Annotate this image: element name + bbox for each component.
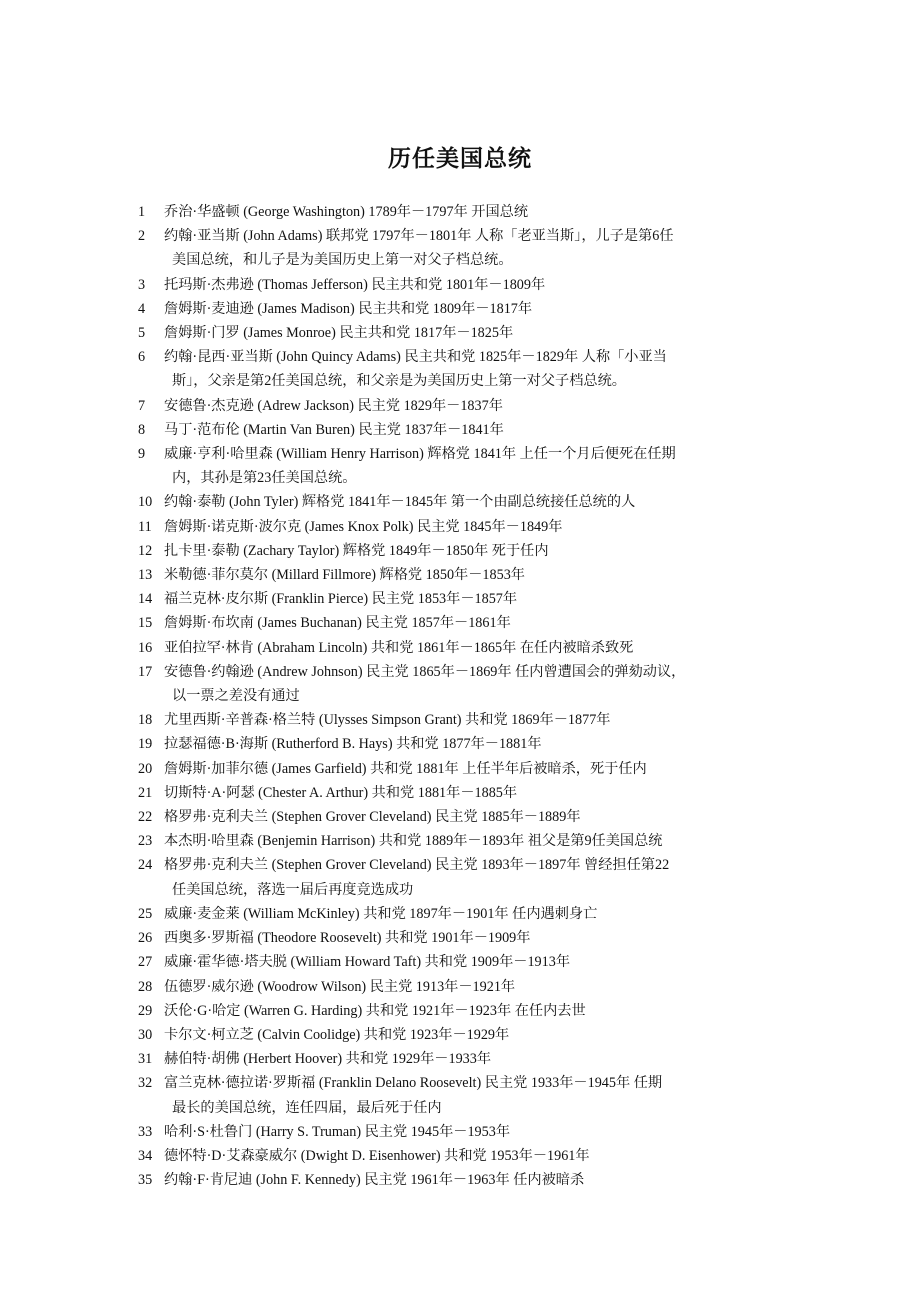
list-item — [138, 224, 788, 248]
item-text: 西奥多·罗斯福 (Theodore Roosevelt) 共和党 1901年－1909年 — [164, 930, 531, 947]
list-item — [138, 1168, 788, 1192]
item-number: 23 — [138, 833, 153, 850]
list-item — [138, 297, 788, 321]
item-text: 切斯特·A·阿瑟 (Chester A. Arthur) 共和党 1881年－1885年 — [164, 784, 518, 801]
list-item — [138, 321, 788, 345]
item-number: 29 — [138, 1002, 153, 1019]
item-text: 安德鲁·杰克逊 (Adrew Jackson) 民主党 1829年－1837年 — [164, 397, 503, 414]
item-number: 22 — [138, 809, 153, 826]
item-number: 35 — [138, 1172, 153, 1189]
item-number: 2 — [138, 228, 146, 245]
item-text: 约翰·昆西·亚当斯 (John Quincy Adams) 民主共和党 1825年－1829年 人称「小亚当 — [164, 349, 667, 366]
item-number: 24 — [138, 857, 153, 874]
item-number: 11 — [138, 518, 152, 535]
list-item — [138, 975, 788, 999]
list-item — [138, 394, 788, 418]
list-item — [138, 273, 788, 297]
list-item — [138, 1023, 788, 1047]
item-text: 扎卡里·泰勒 (Zachary Taylor) 辉格党 1849年－1850年 死于任内 — [164, 542, 549, 559]
item-number: 1 — [138, 204, 146, 220]
item-text: 安德鲁·约翰逊 (Andrew Johnson) 民主党 1865年－1869年 任内曾遭国会的弹劾动议， — [164, 663, 686, 680]
list-item — [138, 418, 788, 442]
item-text: 詹姆斯·门罗 (James Monroe) 民主共和党 1817年－1825年 — [164, 325, 514, 342]
list-item — [138, 515, 788, 539]
list-item — [138, 757, 788, 781]
list-item — [138, 563, 788, 587]
item-text-continuation: 任美国总统，落选一届后再度竞选成功 — [172, 881, 414, 898]
item-number: 17 — [138, 663, 153, 680]
item-text: 拉瑟福德·B·海斯 (Rutherford B. Hays) 共和党 1877年－1881年 — [164, 736, 542, 753]
item-text: 伍德罗·威尔逊 (Woodrow Wilson) 民主党 1913年－1921年 — [164, 978, 516, 995]
item-number: 21 — [138, 784, 153, 801]
item-number: 18 — [138, 712, 153, 729]
item-text: 约翰·亚当斯 (John Adams) 联邦党 1797年－1801年 人称「老亚当斯」，儿子是第6任 — [164, 228, 674, 245]
item-number: 32 — [138, 1075, 153, 1092]
item-text: 沃伦·G·哈定 (Warren G. Harding) 共和党 1921年－1923年 在任内去世 — [164, 1002, 586, 1019]
item-number: 13 — [138, 567, 153, 584]
list-item — [138, 611, 788, 635]
item-number: 5 — [138, 325, 146, 342]
item-text: 米勒德·菲尔莫尔 (Millard Fillmore) 辉格党 1850年－1853年 — [164, 567, 525, 584]
item-text: 本杰明·哈里森 (Benjemin Harrison) 共和党 1889年－1893年 祖父是第9任美国总统 — [164, 833, 663, 850]
item-text: 乔治·华盛顿 (George Washington) 1789年－1797年 开国总统 — [164, 204, 529, 220]
item-number: 26 — [138, 930, 153, 947]
item-number: 33 — [138, 1123, 153, 1140]
list-item — [138, 200, 788, 224]
item-number: 3 — [138, 276, 146, 293]
item-text: 威廉·霍华德·塔夫脱 (William Howard Taft) 共和党 1909年－1913年 — [164, 954, 571, 971]
item-text: 赫伯特·胡佛 (Herbert Hoover) 共和党 1929年－1933年 — [164, 1051, 492, 1068]
page-title: 历任美国总统 — [388, 146, 532, 172]
list-item — [138, 442, 788, 466]
item-number: 28 — [138, 978, 153, 995]
list-item — [138, 950, 788, 974]
item-text: 詹姆斯·麦迪逊 (James Madison) 民主共和党 1809年－1817年 — [164, 300, 533, 317]
item-number: 14 — [138, 591, 153, 608]
item-text-continuation: 以一票之差没有通过 — [172, 688, 300, 705]
item-number: 34 — [138, 1147, 153, 1164]
list-item — [138, 1120, 788, 1144]
list-item — [138, 902, 788, 926]
president-list — [138, 200, 788, 1192]
list-item — [138, 1144, 788, 1168]
item-text: 格罗弗·克利夫兰 (Stephen Grover Cleveland) 民主党 1885年－1889年 — [164, 809, 581, 826]
item-number: 9 — [138, 446, 146, 463]
item-number: 6 — [138, 349, 146, 366]
item-text: 亚伯拉罕·林肯 (Abraham Lincoln) 共和党 1861年－1865年 在任内被暗杀致死 — [164, 639, 634, 656]
item-text-continuation: 最长的美国总统，连任四届，最后死于任内 — [172, 1099, 442, 1116]
list-item — [138, 587, 788, 611]
item-text: 托玛斯·杰弗逊 (Thomas Jefferson) 民主共和党 1801年－1809年 — [164, 276, 546, 293]
item-text: 尤里西斯·辛普森·格兰特 (Ulysses Simpson Grant) 共和党 1869年－1877年 — [164, 712, 611, 729]
list-item — [138, 490, 788, 514]
item-number: 12 — [138, 542, 153, 559]
item-number: 25 — [138, 905, 153, 922]
list-item — [138, 708, 788, 732]
item-text: 卡尔文·柯立芝 (Calvin Coolidge) 共和党 1923年－1929年 — [164, 1026, 510, 1043]
item-text-continuation: 美国总统，和儿子是为美国历史上第一对父子档总统。 — [172, 252, 513, 269]
item-text: 哈利·S·杜鲁门 (Harry S. Truman) 民主党 1945年－1953年 — [164, 1123, 511, 1140]
list-item — [138, 805, 788, 829]
item-number: 16 — [138, 639, 153, 656]
list-item — [138, 926, 788, 950]
item-number: 20 — [138, 760, 153, 777]
list-item — [138, 732, 788, 756]
list-item — [138, 345, 788, 369]
item-number: 4 — [138, 300, 146, 317]
item-number: 31 — [138, 1051, 153, 1068]
item-text: 威廉·亨利·哈里森 (William Henry Harrison) 辉格党 1841年 上任一个月后便死在任期 — [164, 446, 676, 463]
item-text-continuation: 内，其孙是第23任美国总统。 — [172, 470, 357, 487]
list-item — [138, 1047, 788, 1071]
list-item — [138, 829, 788, 853]
item-number: 19 — [138, 736, 153, 753]
item-number: 15 — [138, 615, 153, 632]
list-item — [138, 853, 788, 877]
list-item — [138, 539, 788, 563]
item-text: 约翰·泰勒 (John Tyler) 辉格党 1841年－1845年 第一个由副总统接任总统的人 — [164, 494, 636, 511]
item-text-continuation: 斯」，父亲是第2任美国总统，和父亲是为美国历史上第一对父子档总统。 — [172, 373, 626, 390]
item-text: 格罗弗·克利夫兰 (Stephen Grover Cleveland) 民主党 1893年－1897年 曾经担任第22 — [164, 857, 670, 874]
item-text: 福兰克林·皮尔斯 (Franklin Pierce) 民主党 1853年－1857年 — [164, 591, 518, 608]
item-number: 30 — [138, 1026, 153, 1043]
item-text: 詹姆斯·加菲尔德 (James Garfield) 共和党 1881年 上任半年后被暗杀，死于任内 — [164, 760, 647, 777]
item-text: 詹姆斯·布坎南 (James Buchanan) 民主党 1857年－1861年 — [164, 615, 511, 632]
item-text: 德怀特·D·艾森豪威尔 (Dwight D. Eisenhower) 共和党 1953年－1961年 — [164, 1147, 590, 1164]
item-text: 约翰·F·肯尼迪 (John F. Kennedy) 民主党 1961年－1963年 任内被暗杀 — [164, 1172, 585, 1189]
item-text: 富兰克林·德拉诺·罗斯福 (Franklin Delano Roosevelt) 民主党 1933年－1945年 任期 — [164, 1075, 663, 1092]
item-number: 8 — [138, 421, 146, 438]
item-number: 10 — [138, 494, 153, 511]
list-item — [138, 1071, 788, 1095]
item-number: 7 — [138, 397, 146, 414]
list-item — [138, 999, 788, 1023]
list-item — [138, 660, 788, 684]
item-text: 威廉·麦金莱 (William McKinley) 共和党 1897年－1901年 任内遇刺身亡 — [164, 905, 598, 922]
item-number: 27 — [138, 954, 153, 971]
item-text: 詹姆斯·诺克斯·波尔克 (James Knox Polk) 民主党 1845年－1849年 — [164, 518, 563, 535]
item-text: 马丁·范布伦 (Martin Van Buren) 民主党 1837年－1841年 — [164, 421, 504, 438]
list-item — [138, 781, 788, 805]
list-item — [138, 636, 788, 660]
